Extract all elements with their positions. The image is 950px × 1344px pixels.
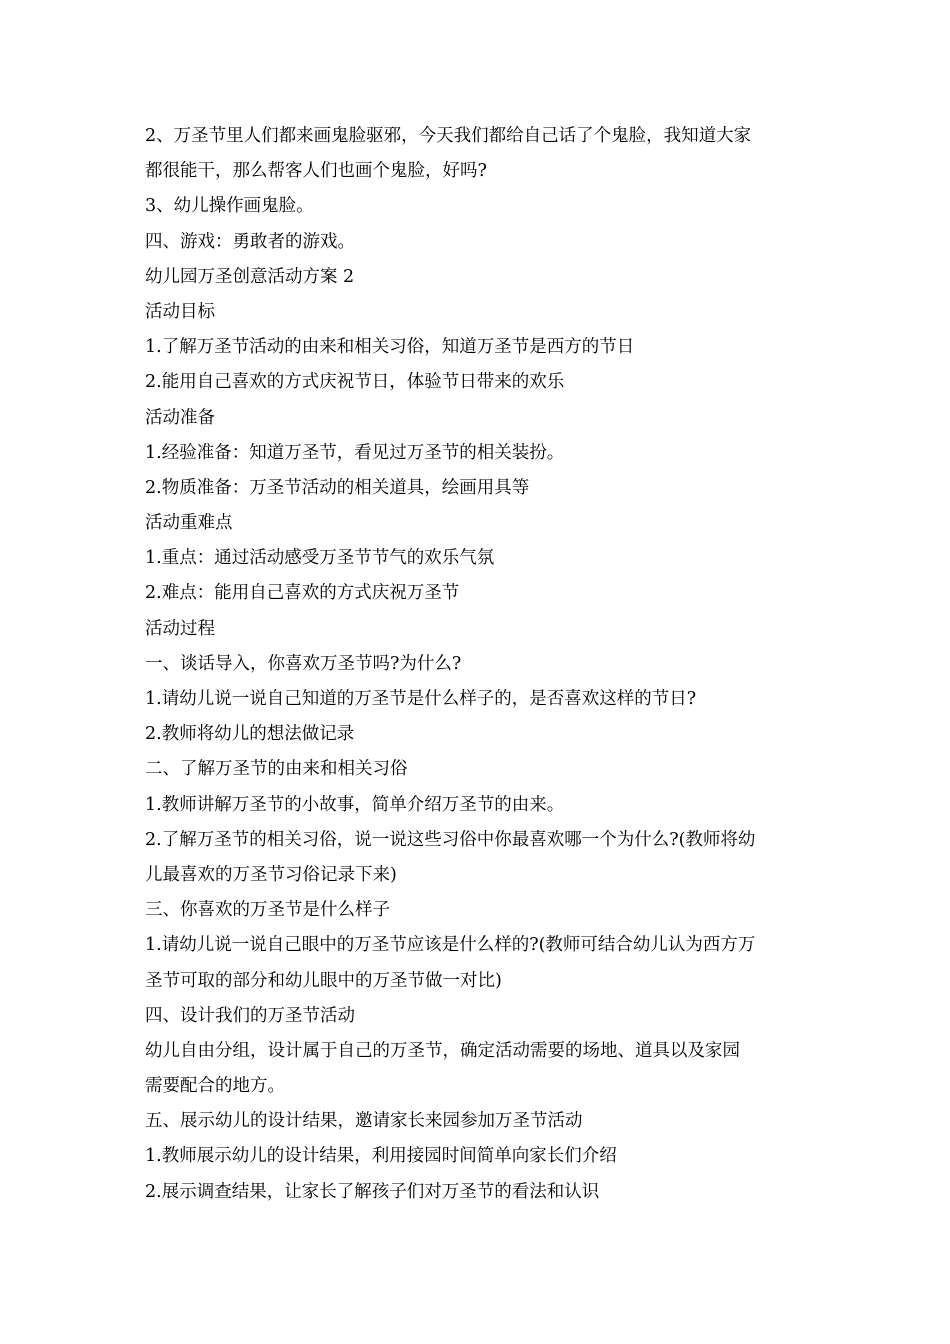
text-line: 1.经验准备：知道万圣节，看见过万圣节的相关装扮。 <box>145 442 565 463</box>
section-heading: 二、了解万圣节的由来和相关习俗 <box>145 759 408 780</box>
section-heading: 活动过程 <box>145 618 215 639</box>
text-line: 2.教师将幼儿的想法做记录 <box>145 724 355 745</box>
text-line: 1.教师讲解万圣节的小故事，简单介绍万圣节的由来。 <box>145 794 565 815</box>
text-line: 2.能用自己喜欢的方式庆祝节日，体验节日带来的欢乐 <box>145 372 565 393</box>
text-line: 1.重点：通过活动感受万圣节节气的欢乐气氛 <box>145 548 495 569</box>
text-line: 2.展示调查结果，让家长了解孩子们对万圣节的看法和认识 <box>145 1181 600 1202</box>
text-line: 1.了解万圣节活动的由来和相关习俗，知道万圣节是西方的节日 <box>145 337 635 358</box>
section-heading: 活动重难点 <box>145 513 233 534</box>
text-line: 1.请幼儿说一说自己眼中的万圣节应该是什么样的?(教师可结合幼儿认为西方万 <box>145 935 756 956</box>
text-line: 儿最喜欢的万圣节习俗记录下来) <box>145 864 397 885</box>
section-heading: 活动目标 <box>145 301 215 322</box>
document-body <box>145 119 810 1210</box>
text-line: 幼儿自由分组，设计属于自己的万圣节，确定活动需要的场地、道具以及家园 <box>145 1040 740 1061</box>
text-line: 圣节可取的部分和幼儿眼中的万圣节做一对比) <box>145 970 502 991</box>
section-heading: 五、展示幼儿的设计结果，邀请家长来园参加万圣节活动 <box>145 1111 583 1132</box>
section-heading: 活动准备 <box>145 407 215 428</box>
text-line: 2.难点：能用自己喜欢的方式庆祝万圣节 <box>145 583 460 604</box>
text-line: 1.请幼儿说一说自己知道的万圣节是什么样子的，是否喜欢这样的节日? <box>145 689 697 709</box>
text-line: 2.物质准备：万圣节活动的相关道具，绘画用具等 <box>145 477 530 498</box>
text-line: 1.教师展示幼儿的设计结果，利用接园时间简单向家长们介绍 <box>145 1146 617 1167</box>
section-heading: 四、游戏：勇敢者的游戏。 <box>145 231 355 252</box>
document-title: 幼儿园万圣创意活动方案 2 <box>145 266 355 287</box>
section-heading: 三、你喜欢的万圣节是什么样子 <box>145 900 390 921</box>
text-line: 2.了解万圣节的相关习俗，说一说这些习俗中你最喜欢哪一个为什么?(教师将幼 <box>145 829 756 850</box>
text-line: 需要配合的地方。 <box>145 1076 285 1097</box>
section-heading: 四、设计我们的万圣节活动 <box>145 1005 355 1026</box>
text-line: 3、幼儿操作画鬼脸。 <box>145 196 314 217</box>
text-line: 2、万圣节里人们都来画鬼脸驱邪，今天我们都给自己话了个鬼脸，我知道大家 <box>145 126 752 146</box>
section-heading: 一、谈话导入，你喜欢万圣节吗?为什么? <box>145 653 462 674</box>
text-line: 都很能干，那么帮客人们也画个鬼脸，好吗? <box>145 161 487 182</box>
